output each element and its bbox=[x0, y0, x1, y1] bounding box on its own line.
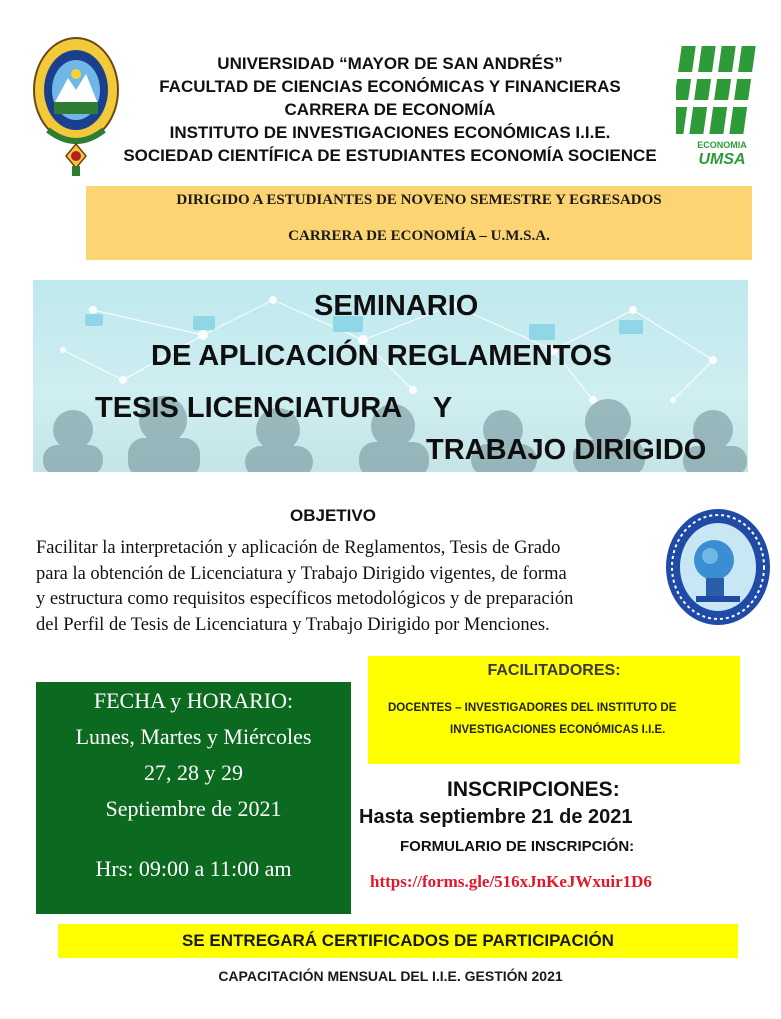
university-seal-logo bbox=[30, 34, 122, 180]
institution-header bbox=[110, 52, 670, 167]
footer-text: CAPACITACIÓN MENSUAL DEL I.I.E. GESTIÓN 2021 bbox=[218, 968, 563, 984]
socience-badge-logo bbox=[660, 504, 776, 630]
logo-economia-text: ECONOMIA bbox=[697, 140, 747, 150]
seminar-title-hero bbox=[33, 280, 748, 472]
economia-umsa-logo bbox=[676, 44, 768, 168]
schedule-hours: Hrs: 09:00 a 11:00 am bbox=[95, 856, 292, 881]
header-university: UNIVERSIDAD “MAYOR DE SAN ANDRÉS” bbox=[217, 54, 563, 73]
registration-form-link[interactable]: https://forms.gle/516xJnKeJWxuir1D6 bbox=[370, 872, 652, 891]
audience-banner bbox=[86, 186, 752, 260]
schedule-dates: 27, 28 y 29 bbox=[144, 760, 243, 785]
facilitators-box bbox=[368, 656, 740, 764]
audience-line-2: CARRERA DE ECONOMÍA – U.M.S.A. bbox=[288, 228, 550, 244]
hero-line-1: SEMINARIO bbox=[314, 290, 479, 322]
hero-line-3: TESIS LICENCIATURA Y bbox=[95, 392, 453, 424]
hero-line-2: DE APLICACIÓN REGLAMENTOS bbox=[151, 340, 612, 372]
header-institute: INSTITUTO DE INVESTIGACIONES ECONÓMICAS I.I.E. bbox=[169, 123, 611, 142]
objective-title: OBJETIVO bbox=[290, 506, 376, 525]
header-faculty: FACULTAD DE CIENCIAS ECONÓMICAS Y FINANCIERAS bbox=[159, 77, 621, 96]
facilitators-title: FACILITADORES: bbox=[487, 662, 621, 679]
objective-line: y estructura como requisitos específicos metodológicos y de preparación bbox=[36, 589, 574, 609]
certificate-banner: SE ENTREGARÁ CERTIFICADOS DE PARTICIPACIÓN bbox=[58, 924, 738, 958]
objective-line: para la obtención de Licenciatura y Trabajo Dirigido vigentes, de forma bbox=[36, 563, 567, 584]
schedule-days: Lunes, Martes y Miércoles bbox=[75, 724, 312, 749]
schedule-box bbox=[36, 682, 351, 914]
registration-form-label: FORMULARIO DE INSCRIPCIÓN: bbox=[400, 838, 635, 855]
schedule-month: Septiembre de 2021 bbox=[105, 796, 282, 821]
objective-text bbox=[36, 536, 654, 638]
audience-line-1: DIRIGIDO A ESTUDIANTES DE NOVENO SEMESTRE Y EGRESADOS bbox=[176, 192, 662, 208]
header-society: SOCIEDAD CIENTÍFICA DE ESTUDIANTES ECONOMÍA SOCIENCE bbox=[123, 146, 657, 165]
registration-title: INSCRIPCIONES: bbox=[447, 778, 620, 801]
hero-line-4: TRABAJO DIRIGIDO bbox=[426, 434, 707, 466]
header-career: CARRERA DE ECONOMÍA bbox=[284, 100, 496, 119]
registration-deadline: Hasta septiembre 21 de 2021 bbox=[359, 806, 633, 828]
objective-line: Facilitar la interpretación y aplicación de Reglamentos, Tesis de Grado bbox=[36, 538, 561, 558]
objective-line: del Perfil de Tesis de Licenciatura y Trabajo Dirigido por Menciones. bbox=[36, 614, 550, 635]
facilitators-line-1: DOCENTES – INVESTIGADORES DEL INSTITUTO DE bbox=[388, 702, 677, 714]
logo-umsa-text: UMSA bbox=[698, 151, 746, 168]
facilitators-line-2: INVESTIGACIONES ECONÓMICAS I.I.E. bbox=[450, 724, 666, 736]
schedule-title: FECHA y HORARIO: bbox=[93, 688, 294, 713]
